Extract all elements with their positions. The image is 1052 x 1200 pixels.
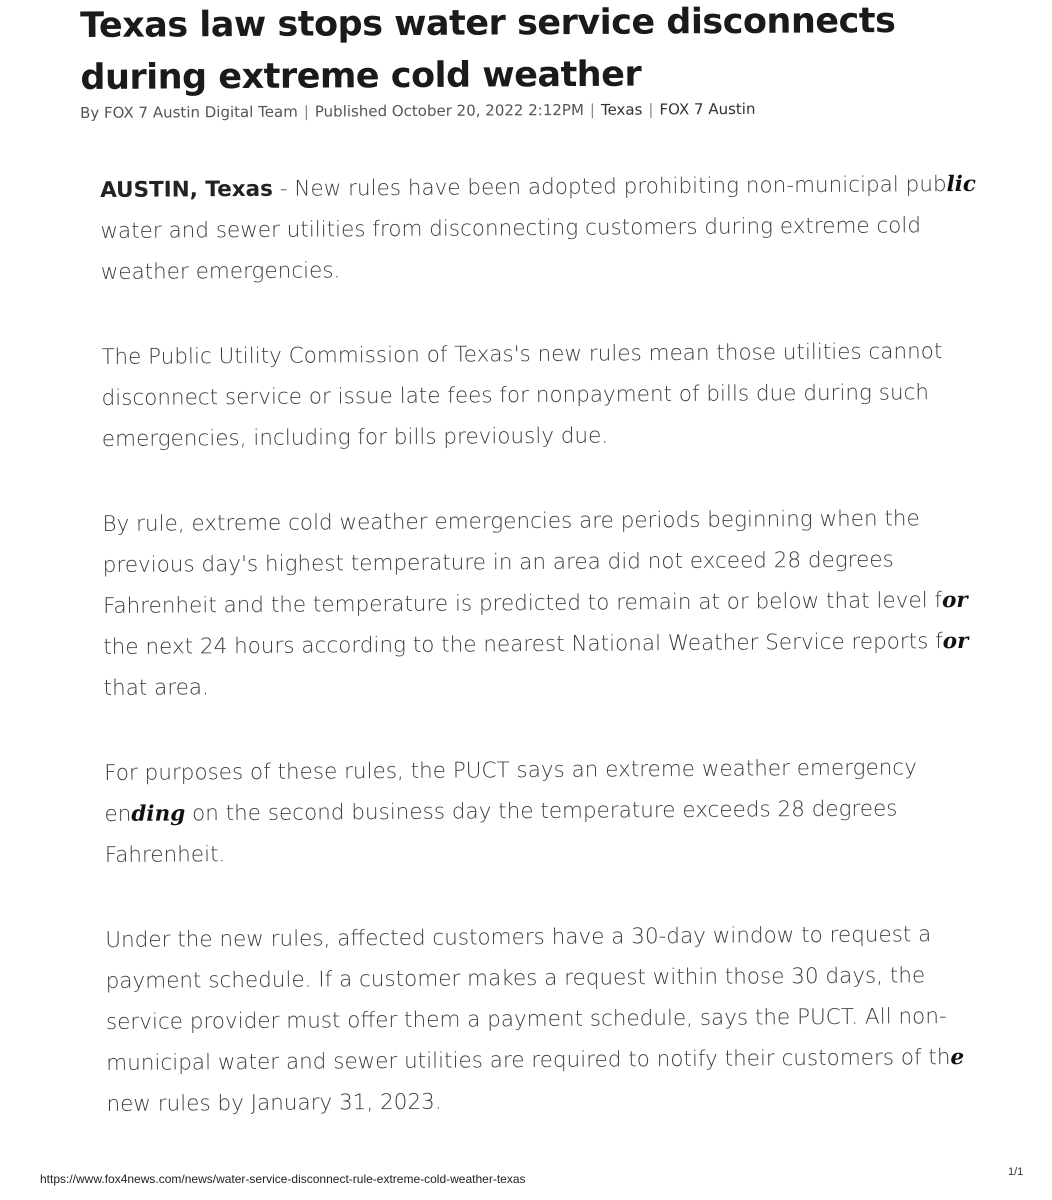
paragraph-text: Under the new rules, affected customers have a 30-day window to request a payment schedule. If a customer makes a request within those 30 days, the service provider must offer them a payment schedule, says the PUCT. All non-municipal water and sewer utilities are required to notify their customers of th xyxy=(105,922,951,1076)
handwritten-correction: e xyxy=(950,1044,965,1071)
byline-published: Published October 20, 2022 2:12PM xyxy=(314,100,584,121)
paragraph-1 xyxy=(100,164,981,293)
byline-separator: | xyxy=(589,100,595,119)
paragraph-text: The Public Utility Commission of Texas's new rules mean those utilities cannot disconnect service or issue late fees for nonpayment of bills due during such emergencies, including for bills previously due. xyxy=(101,339,943,452)
paragraph-text: on the second business day the temperature exceeds 28 degrees Fahrenheit. xyxy=(104,796,898,868)
byline-separator: | xyxy=(303,102,309,121)
paragraph-2 xyxy=(101,331,982,460)
paragraph-text: By rule, extreme cold weather emergencies are periods beginning when the previous day's highest temperature in an area did not exceed 28 degrees Fahrenheit and the temperature is predicted to remain at or below that level f xyxy=(102,506,943,619)
byline-separator: | xyxy=(648,100,654,119)
paragraph-text: For purposes of these rules, the PUCT says an extreme weather emergency en xyxy=(104,755,918,827)
byline-author: By FOX 7 Austin Digital Team xyxy=(80,102,298,122)
footer-page-number: 1/1 xyxy=(1008,1166,1024,1178)
handwritten-correction: ding xyxy=(131,801,186,827)
handwritten-correction: or xyxy=(942,628,969,655)
paragraph-text: water and sewer utilities from disconnecting customers during extreme cold weather emergencies. xyxy=(100,213,922,285)
paragraph-3 xyxy=(102,498,983,709)
paragraph-4 xyxy=(104,747,985,876)
paragraph-text: - New rules have been adopted prohibiting non-municipal pub xyxy=(272,172,947,202)
paragraph-text: new rules by January 31, 2023. xyxy=(106,1089,442,1117)
article-headline: Texas law stops water service disconnects during extreme cold weather xyxy=(80,1,896,98)
byline-tag-texas: Texas xyxy=(600,100,643,119)
handwritten-correction: or xyxy=(941,587,968,614)
dateline: AUSTIN, Texas xyxy=(100,176,274,203)
paragraph-5 xyxy=(105,914,986,1125)
footer-source-url: https://www.fox4news.com/news/water-service-disconnect-rule-extreme-cold-weather-texas xyxy=(40,1172,526,1186)
paragraph-text: that area. xyxy=(103,675,209,701)
handwritten-correction: lic xyxy=(946,171,977,198)
byline-tag-fox7: FOX 7 Austin xyxy=(659,99,756,119)
article-body xyxy=(100,164,987,1125)
paragraph-text: the next 24 hours according to the nearest National Weather Service reports f xyxy=(103,629,943,660)
